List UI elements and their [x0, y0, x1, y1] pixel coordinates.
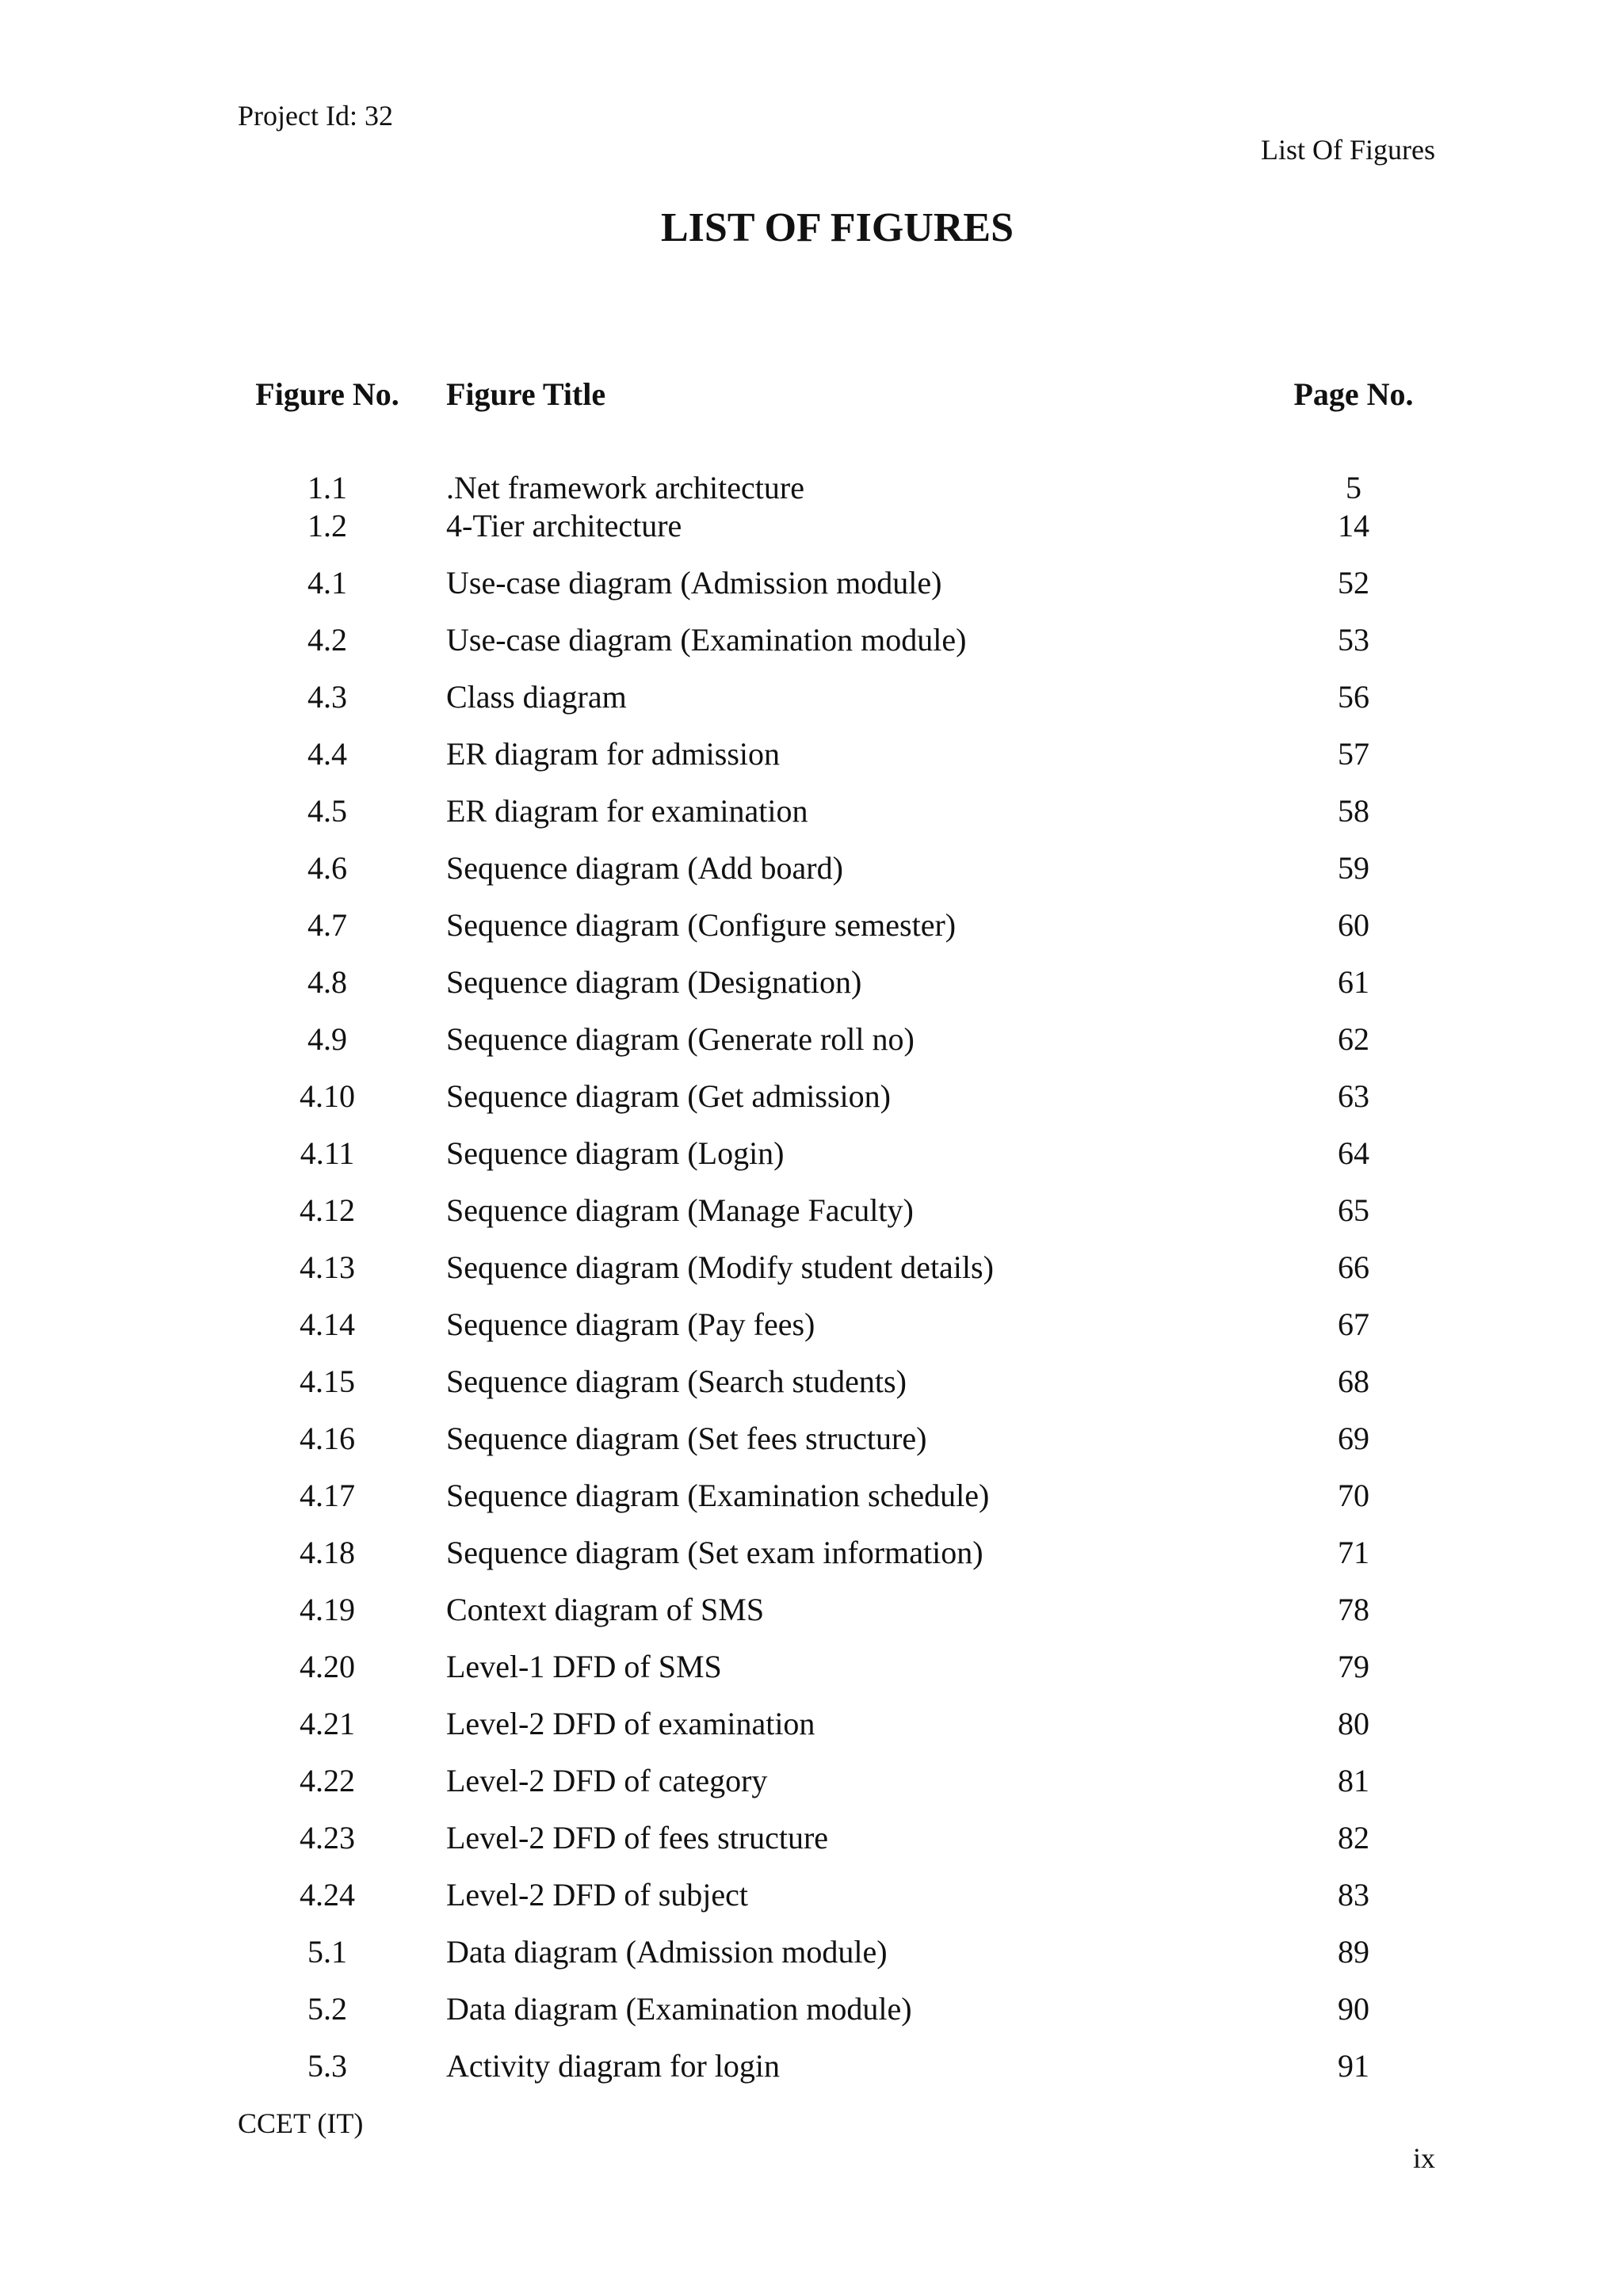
figure-page: 56: [1338, 679, 1369, 715]
column-header-figure-title: Figure Title: [446, 376, 606, 412]
figure-title: Level-2 DFD of fees structure: [446, 1820, 829, 1855]
figure-list: [0, 469, 1623, 2104]
figure-row: [0, 849, 1623, 906]
figure-page: 89: [1338, 1934, 1369, 1970]
figure-title: Sequence diagram (Set fees structure): [446, 1421, 927, 1456]
figure-row: [0, 1477, 1623, 1534]
figure-row: [0, 1648, 1623, 1705]
figure-title: Sequence diagram (Add board): [446, 850, 843, 886]
figure-row: [0, 1363, 1623, 1420]
figure-number: 5.1: [307, 1934, 347, 1970]
figure-number: 4.13: [300, 1249, 355, 1285]
figure-page: 71: [1338, 1535, 1369, 1570]
figure-title: Context diagram of SMS: [446, 1592, 765, 1627]
figure-row: [0, 621, 1623, 678]
figure-title: Level-1 DFD of SMS: [446, 1649, 722, 1684]
figure-title: Sequence diagram (Pay fees): [446, 1306, 815, 1342]
figure-title: Sequence diagram (Get admission): [446, 1078, 891, 1114]
figure-page: 5: [1346, 470, 1361, 505]
figure-number: 5.3: [307, 2048, 347, 2084]
figure-page: 62: [1338, 1021, 1369, 1057]
figure-page: 52: [1338, 565, 1369, 601]
figure-page: 63: [1338, 1078, 1369, 1114]
figure-title: Sequence diagram (Configure semester): [446, 907, 957, 943]
figure-title: Data diagram (Examination module): [446, 1991, 912, 2027]
figure-page: 58: [1338, 793, 1369, 829]
column-header-page-no: Page No.: [1293, 376, 1414, 412]
figure-number: 4.7: [307, 907, 347, 943]
figure-row: [0, 735, 1623, 792]
figure-row: [0, 1192, 1623, 1249]
figure-page: 83: [1338, 1877, 1369, 1913]
figure-title: Sequence diagram (Designation): [446, 964, 862, 1000]
figure-row: [0, 906, 1623, 963]
figure-row: [0, 1534, 1623, 1591]
figure-title: Sequence diagram (Modify student details): [446, 1249, 994, 1285]
figure-page: 60: [1338, 907, 1369, 943]
figure-number: 4.19: [300, 1592, 355, 1627]
figure-row: [0, 507, 1623, 564]
figure-page: 57: [1338, 736, 1369, 772]
figure-page: 68: [1338, 1363, 1369, 1399]
page-title: LIST OF FIGURES: [660, 205, 1014, 250]
figure-number: 4.11: [300, 1135, 355, 1171]
figure-row: [0, 1876, 1623, 1933]
figure-page: 66: [1338, 1249, 1369, 1285]
figure-row: [0, 1135, 1623, 1192]
figure-page: 82: [1338, 1820, 1369, 1855]
figure-page: 70: [1338, 1478, 1369, 1513]
figure-row: [0, 1420, 1623, 1477]
figure-page: 79: [1338, 1649, 1369, 1684]
figure-number: 4.2: [307, 622, 347, 658]
figure-title: Data diagram (Admission module): [446, 1934, 888, 1970]
figure-page: 90: [1338, 1991, 1369, 2027]
figure-number: 1.2: [307, 508, 347, 543]
figure-number: 4.9: [307, 1021, 347, 1057]
figure-page: 67: [1338, 1306, 1369, 1342]
figure-row: [0, 792, 1623, 849]
figure-number: 4.20: [300, 1649, 355, 1684]
figure-title: Use-case diagram (Admission module): [446, 565, 942, 601]
figure-row: [0, 469, 1623, 507]
figure-number: 4.5: [307, 793, 347, 829]
figure-row: [0, 1020, 1623, 1077]
figure-title: Level-2 DFD of subject: [446, 1877, 749, 1913]
figure-number: 5.2: [307, 1991, 347, 2027]
figure-page: 64: [1338, 1135, 1369, 1171]
figure-title: .Net framework architecture: [446, 470, 804, 505]
figure-row: [0, 678, 1623, 735]
figure-row: [0, 2047, 1623, 2104]
figure-row: [0, 1990, 1623, 2047]
figure-page: 81: [1338, 1763, 1369, 1798]
figure-title: Sequence diagram (Search students): [446, 1363, 907, 1399]
figure-number: 4.3: [307, 679, 347, 715]
figure-number: 4.4: [307, 736, 347, 772]
figure-row: [0, 1077, 1623, 1135]
figure-row: [0, 1819, 1623, 1876]
figure-title: Sequence diagram (Examination schedule): [446, 1478, 990, 1513]
figure-page: 14: [1338, 508, 1369, 543]
figure-title: Use-case diagram (Examination module): [446, 622, 967, 658]
figure-page: 65: [1338, 1192, 1369, 1228]
figure-number: 4.23: [300, 1820, 355, 1855]
figure-title: Activity diagram for login: [446, 2048, 781, 2084]
figure-title: 4-Tier architecture: [446, 508, 682, 543]
figure-number: 4.18: [300, 1535, 355, 1570]
figure-page: 53: [1338, 622, 1369, 658]
figure-title: Sequence diagram (Set exam information): [446, 1535, 983, 1570]
figure-page: 61: [1338, 964, 1369, 1000]
figure-row: [0, 1591, 1623, 1648]
figure-number: 4.21: [300, 1706, 355, 1741]
figure-number: 4.14: [300, 1306, 355, 1342]
footer-page-number: ix: [1412, 2142, 1435, 2174]
figure-page: 80: [1338, 1706, 1369, 1741]
figure-page: 69: [1338, 1421, 1369, 1456]
figure-number: 4.8: [307, 964, 347, 1000]
figure-row: [0, 963, 1623, 1020]
figure-page: 78: [1338, 1592, 1369, 1627]
figure-row: [0, 1306, 1623, 1363]
figure-number: 4.12: [300, 1192, 355, 1228]
footer-institution: CCET (IT): [238, 2107, 364, 2139]
figure-number: 4.15: [300, 1363, 355, 1399]
figure-title: Level-2 DFD of category: [446, 1763, 768, 1798]
header-project-id: Project Id: 32: [238, 100, 393, 132]
figure-row: [0, 1705, 1623, 1762]
figure-row: [0, 1249, 1623, 1306]
figure-page: 91: [1338, 2048, 1369, 2084]
figure-title: Sequence diagram (Manage Faculty): [446, 1192, 914, 1228]
figure-row: [0, 564, 1623, 621]
figure-page: 59: [1338, 850, 1369, 886]
figure-number: 1.1: [307, 470, 347, 505]
figure-title: ER diagram for examination: [446, 793, 808, 829]
column-header-figure-no: Figure No.: [255, 376, 399, 412]
figure-title: Level-2 DFD of examination: [446, 1706, 815, 1741]
figure-row: [0, 1933, 1623, 1990]
figure-number: 4.10: [300, 1078, 355, 1114]
figure-number: 4.17: [300, 1478, 355, 1513]
figure-number: 4.6: [307, 850, 347, 886]
figure-row: [0, 1762, 1623, 1819]
figure-number: 4.1: [307, 565, 347, 601]
figure-number: 4.22: [300, 1763, 355, 1798]
figure-title: Sequence diagram (Login): [446, 1135, 785, 1171]
figure-title: ER diagram for admission: [446, 736, 781, 772]
header-section-name: List Of Figures: [1261, 134, 1435, 166]
figure-title: Sequence diagram (Generate roll no): [446, 1021, 915, 1057]
figure-number: 4.16: [300, 1421, 355, 1456]
figure-number: 4.24: [300, 1877, 355, 1913]
figure-title: Class diagram: [446, 679, 627, 715]
